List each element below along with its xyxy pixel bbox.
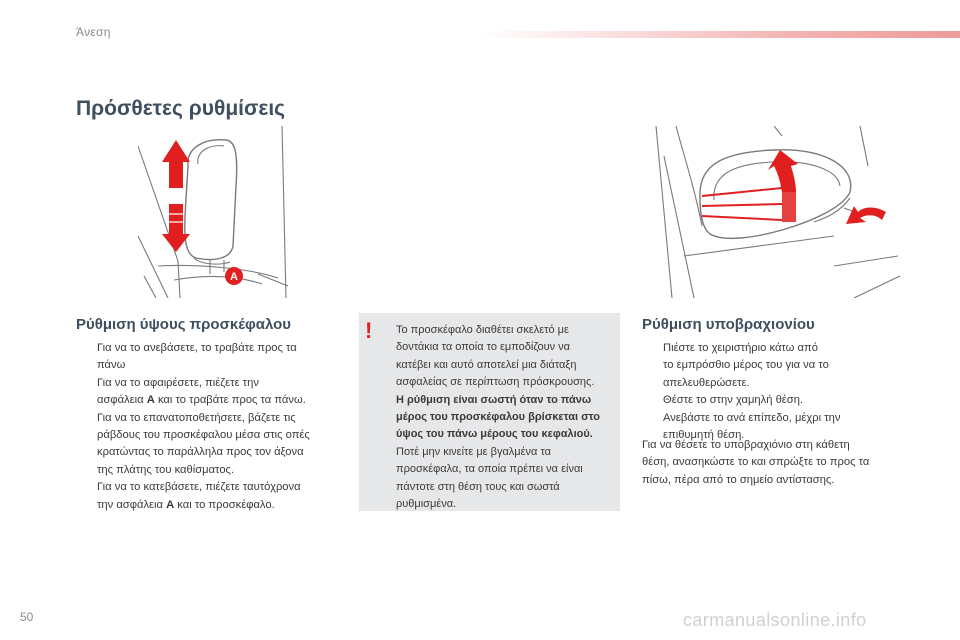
list-item: Για να το κατεβάσετε, πιέζετε ταυτόχρονα την ασφάλεια A και το προσκέφαλο. [97,481,301,511]
headrest-illustration [138,126,290,298]
press-arrow-icon [846,206,886,224]
watermark: carmanualsonline.info [683,610,867,630]
page-title: Πρόσθετες ρυθμίσεις [76,97,286,120]
headrest-drawing [138,126,290,298]
lock-reference: A [166,498,175,511]
warning-icon: ! [365,318,373,343]
arrow-up-icon [768,150,798,192]
list-item: Για να το επανατοποθετήσετε, βάζετε τις ράβδους του προσκέφαλου μέσα στις οπές κρατώντας το παράλληλα προς τον άξονα της πλάτης του καθίσματος. [97,411,310,476]
list-item: Για να το ανεβάσετε, το τραβάτε προς τα πάνω [97,342,297,372]
headrest-instructions [76,340,346,514]
list-item: Πιέστε το χειριστήριο κάτω από το εμπρόσθιο μέρος του για να το απελευθερώσετε. [663,342,829,389]
section-header: Άνεση [76,25,111,39]
armrest-illustration [654,126,902,298]
lock-reference: A [146,394,155,407]
armrest-vertical-paragraph: Για να θέσετε το υποβραχιόνιο στη κάθετη θέση, ανασηκώστε το και σπρώξτε το προς τα πίσω, πέρα από το σημείο αντίστασης. [642,439,870,486]
arrow-up-icon [162,140,190,188]
header-gradient-bar [478,31,960,38]
safety-note-text: Το προσκέφαλο διαθέτει σκελετό με δοντάκια τα οποία το εμποδίζουν να κατέβει και αυτό αποτελεί μια διάταξη ασφαλείας σε περίπτωση πρόσκρουσης. Η ρύθμιση είναι σωστή όταν το πάνω μέρος του προσκέφαλου βρίσκεται στο ύψος του πάνω μέρους του κεφαλιού. Ποτέ μην κινείτε με βγαλμένα τα προσκέφαλα, τα οποία πρέπει να είναι πάντοτε στη θέση τους και σωστά ρυθμισμένα. [396,324,600,511]
armrest-instructions [642,340,912,444]
armrest-drawing [654,126,902,298]
page-number: 50 [20,610,34,624]
list-item: Ανεβάστε το ανά επίπεδο, μέχρι την επιθυμητή θέση. [663,411,841,442]
armrest-title: Ρύθμιση υποβραχιονίου [642,316,815,333]
list-item: Θέστε το στην χαμηλή θέση. [663,394,804,407]
lock-marker-label: A [230,271,238,283]
headrest-height-title: Ρύθμιση ύψους προσκέφαλου [76,316,291,333]
list-item: Για να το αφαιρέσετε, πιέζετε την ασφάλεια A και το τραβάτε προς τα πάνω. [97,376,306,407]
